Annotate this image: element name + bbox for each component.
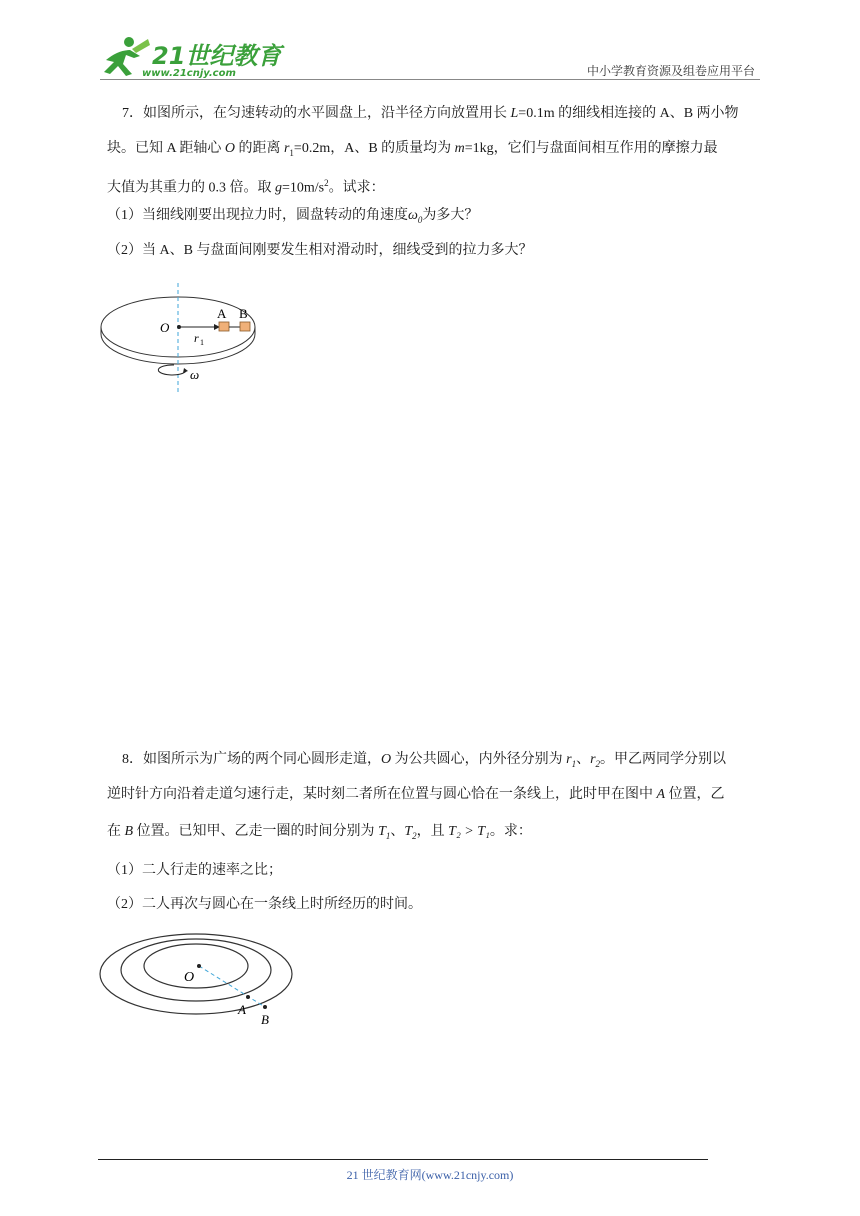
label-b: B [261,1012,269,1027]
header-platform-text: 中小学教育资源及组卷应用平台 [586,64,755,78]
footer-divider [98,1159,708,1160]
center-point [197,964,201,968]
site-logo [96,36,282,80]
middle-ellipse [121,939,271,1001]
q7-subquestion-2: （2）当 A、B 与盘面间刚要发生相对滑动时，细线受到的拉力多大？ [107,243,533,258]
label-a: A [238,1002,246,1017]
logo-text: 21世纪教育 [152,42,282,70]
block-a [219,322,229,331]
logo-url: www.21cnjy.com [142,68,236,79]
block-b [240,322,250,331]
q7-disk-figure [98,283,268,395]
q8-line-3: 在 B 位置。已知甲、乙走一圈的时间分别为 $T_1$、$T_2$，且 T₂ > T₁。求： [107,824,532,841]
point-a [246,995,250,999]
inner-ellipse [144,944,248,988]
label-o: O [160,320,170,335]
footer-link[interactable]: 21 世纪教育网(www.21cnjy.com) [346,1168,514,1182]
label-omega: ω [190,367,200,382]
label-r1-sub: 1 [200,338,204,347]
outer-ellipse [100,934,292,1014]
rotation-arrow-icon [158,365,186,375]
center-dot [177,325,181,329]
q8-subquestion-1: （1）二人行走的速率之比； [107,863,282,878]
header-divider [100,79,760,80]
q7-line-1: 7．如图所示，在匀速转动的水平圆盘上，沿半径方向放置用长 L=0.1m 的细线相连接的 A、B 两小物 [122,106,739,121]
q7-line-3: 大值为其重力的 0.3 倍。取 $g=10m/s^2$。试求： [107,178,385,196]
q8-subquestion-2: （2）二人再次与圆心在一条线上时所经历的时间。 [107,897,422,912]
q8-tracks-figure [98,928,298,1028]
point-b [263,1005,267,1009]
label-r1: r [194,331,199,345]
q8-line-2: 逆时针方向沿着走道匀速行走，某时刻二者所在位置与圆心恰在一条线上，此时甲在图中 A 位置，乙 [107,787,725,802]
label-a: A [217,306,227,321]
q7-subquestion-1: （1）当细线刚要出现拉力时，圆盘转动的角速度$\omega_0$为多大？ [107,208,479,225]
q7-line-2: 块。已知 A 距轴心 O 的距离 $r_1=0.2m$，A、B 的质量均为 m=1kg，它们与盘面间相互作用的摩擦力最 [107,141,718,158]
label-o: O [184,970,195,985]
label-b: B [239,306,248,321]
q8-line-1: 8．如图所示为广场的两个同心圆形走道，O 为公共圆心，内外径分别为 $r_1$、$r_2$。甲乙两同学分别以 [122,752,727,769]
